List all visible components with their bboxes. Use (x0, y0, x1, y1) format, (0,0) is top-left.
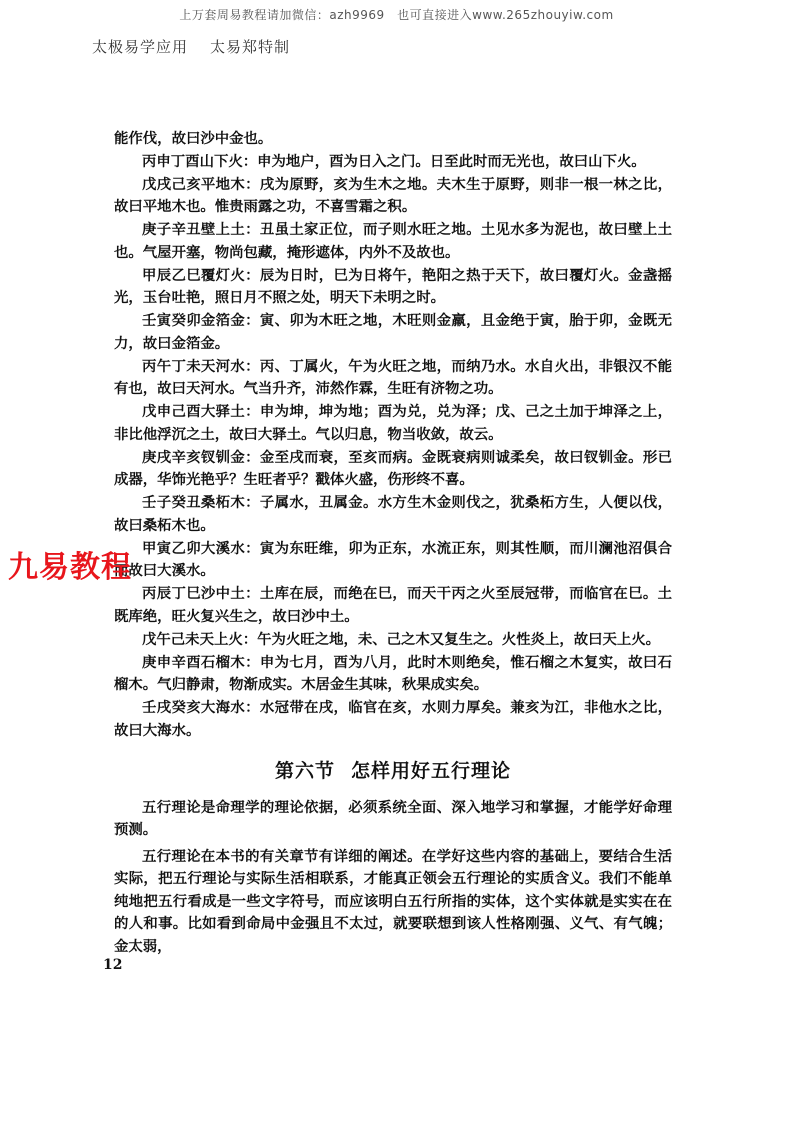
entry-da-yi-tu: 戊申己酉大驿土：申为坤，坤为地；酉为兑，兑为泽；戊、己之土加于坤泽之上，非比他浮沉之土，故曰大驿土。气以归息，物当收敛，故云。 (114, 403, 672, 443)
entry-da-xi-shui: 甲寅乙卯大溪水：寅为东旺维，卯为正东，水流正东，则其性顺，而川澜池沼俱合而故曰大溪水。 (114, 539, 672, 579)
entry-jin-bo-jin: 壬寅癸卯金箔金：寅、卯为木旺之地，木旺则金羸，且金绝于寅，胎于卯，金既无力，故曰金箔金。 (114, 312, 672, 352)
section-heading (114, 760, 672, 783)
running-head-left: 太极易学应用 (92, 38, 189, 56)
top-banner: 上万套周易教程请加微信：azh9969 也可直接进入www.265zhouyiw.com (179, 8, 614, 22)
entry-da-hai-shui: 壬戌癸亥大海水：水冠带在戌，临官在亥，水则力厚矣。兼亥为江，非他水之比，故曰大海水。 (114, 699, 672, 739)
paragraph-intro: 五行理论是命理学的理论依据，必须系统全面、深入地学习和掌握，才能学好命理预测。 (114, 798, 672, 838)
entry-chai-chuan-jin: 庚戌辛亥钗钏金：金至戌而衰，至亥而病。金既衰病则诚柔矣，故曰钗钏金。形已成器，华饰光艳乎？生旺者乎？戳体火盛，伤形终不喜。 (114, 448, 672, 488)
paragraph-detail: 五行理论在本书的有关章节有详细的阐述。在学好这些内容的基础上，要结合生活实际，把五行理论与实际生活相联系，才能真正领会五行理论的实质含义。我们不能单纯地把五行看成是一些文字符号，而应该明白五行所指的实体，这个实体就是实实在在的人和事。比如看到命局中金强且不太过，就要联想到该人性格刚强、义气、有气魄；金太弱， (114, 847, 672, 955)
entry-shi-liu-mu: 庚申辛酉石榴木：申为七月，酉为八月，此时木则绝矣，惟石榴之木复实，故曰石榴木。气归静肃，物渐成实。木居金生其味，秋果成实矣。 (114, 653, 672, 693)
watermark-logo: 九易教程 (8, 550, 132, 585)
entry-sha-zhong-tu: 丙辰丁巳沙中土：土库在辰，而绝在巳，而天干丙之火至辰冠带，而临官在巳。土既库绝，旺火复兴生之，故曰沙中土。 (114, 585, 672, 625)
entry-bi-shang-tu: 庚子辛丑壁上土：丑虽土家正位，而子则水旺之地。土见水多为泥也，故曰壁上土也。气屋开塞，物尚包藏，掩形遮体，内外不及故也。 (114, 221, 672, 261)
page-number: 12 (103, 957, 123, 973)
entry-sang-zhe-mu: 壬子癸丑桑柘木：子属水，丑属金。水方生木金则伐之，犹桑柘方生，人便以伐，故曰桑柘木也。 (114, 494, 672, 534)
entry-ping-di-mu: 戊戌己亥平地木：戌为原野，亥为生木之地。夫木生于原野，则非一根一林之比，故曰平地木也。惟贵雨露之功，不喜雪霜之积。 (114, 175, 672, 215)
page-body (114, 128, 672, 962)
entry-tian-he-shui: 丙午丁未天河水：丙、丁属火，午为火旺之地，而纳乃水。水自火出，非银汉不能有也，故曰天河水。气当升齐，沛然作霖，生旺有济物之功。 (114, 357, 672, 397)
entry-fu-deng-huo: 甲辰乙巳覆灯火：辰为日时，巳为日将午，艳阳之热于天下，故曰覆灯火。金盏摇光，玉台吐艳，照日月不照之处，明天下未明之时。 (114, 266, 672, 306)
section-title: 怎样用好五行理论 (351, 760, 512, 782)
running-head-right: 太易郑特制 (210, 38, 291, 56)
section-number: 第六节 (274, 760, 335, 782)
entry-continuation: 能作伐，故曰沙中金也。 (114, 130, 273, 147)
entry-tian-shang-huo: 戊午己未天上火：午为火旺之地，未、己之木又复生之。火性炎上，故曰天上火。 (142, 630, 661, 648)
running-head (92, 36, 290, 57)
entry-shan-xia-huo: 丙申丁酉山下火：申为地户，酉为日入之门。日至此时而无光也，故曰山下火。 (142, 152, 646, 170)
